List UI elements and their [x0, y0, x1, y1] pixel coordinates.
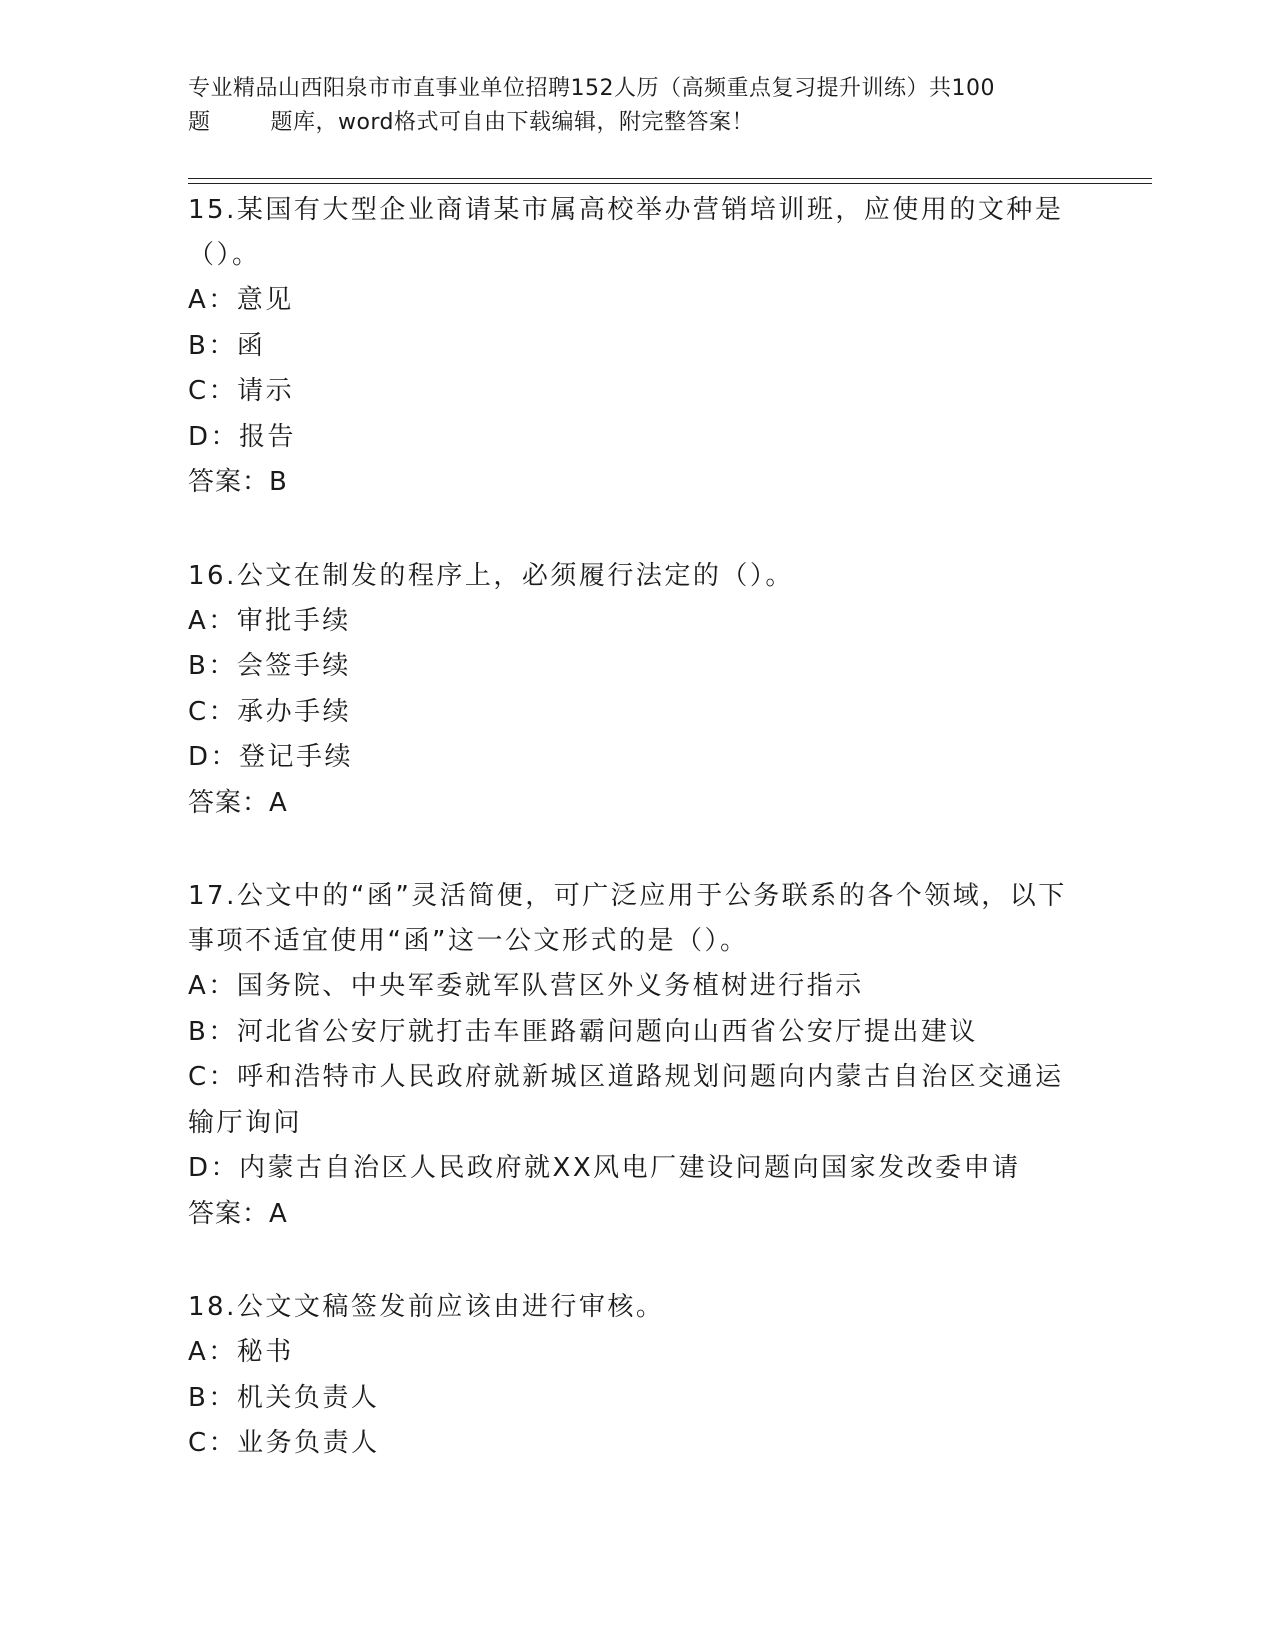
question-stem: 17.公文中的“函”灵活简便，可广泛应用于公务联系的各个领域，以下事项不适宜使用“函”这一公文形式的是（）。 — [188, 881, 1067, 956]
option-b: B：机关负责人 — [188, 1382, 380, 1413]
header-title-line2: 题 题库，word格式可自由下载编辑，附完整答案！ — [188, 110, 755, 135]
option-c: C：请示 — [188, 376, 295, 406]
question-17 — [188, 874, 1088, 1237]
option-c: C：业务负责人 — [188, 1428, 380, 1458]
option-c: C：呼和浩特市人民政府就新城区道路规划问题向内蒙古自治区交通运输厅询问 — [188, 1062, 1064, 1138]
option-b: B：函 — [188, 330, 266, 361]
option-a: A：秘书 — [188, 1337, 294, 1367]
header-title-line1: 专业精品山西阳泉市市直事业单位招聘152人历（高频重点复习提升训练）共100 — [188, 76, 995, 101]
header-divider-top — [188, 178, 1152, 179]
answer-text: 答案：A — [188, 1198, 288, 1229]
option-d: D：登记手续 — [188, 742, 354, 772]
option-d: D：报告 — [188, 421, 297, 452]
question-stem: 18.公文文稿签发前应该由进行审核。 — [188, 1292, 665, 1322]
question-stem: 15.某国有大型企业商请某市属高校举办营销培训班，应使用的文种是（）。 — [188, 195, 1064, 270]
question-16 — [188, 554, 1088, 827]
option-a: A：审批手续 — [188, 605, 351, 636]
option-b: B：会签手续 — [188, 651, 351, 681]
answer-text: 答案：A — [188, 787, 288, 818]
question-stem: 16.公文在制发的程序上，必须履行法定的（）。 — [188, 560, 794, 591]
question-15 — [188, 188, 1088, 506]
option-d: D：内蒙古自治区人民政府就XX风电厂建设问题向国家发改委申请 — [188, 1153, 1021, 1183]
option-a: A：国务院、中央军委就军队营区外义务植树进行指示 — [188, 971, 864, 1001]
question-list — [188, 188, 1088, 1515]
option-a: A：意见 — [188, 285, 294, 315]
question-18 — [188, 1285, 1088, 1467]
header-divider-bottom — [188, 183, 1152, 184]
document-header — [188, 72, 1088, 140]
answer-text: 答案：B — [188, 467, 288, 497]
option-c: C：承办手续 — [188, 696, 352, 727]
option-b: B：河北省公安厅就打击车匪路霸问题向山西省公安厅提出建议 — [188, 1016, 978, 1047]
